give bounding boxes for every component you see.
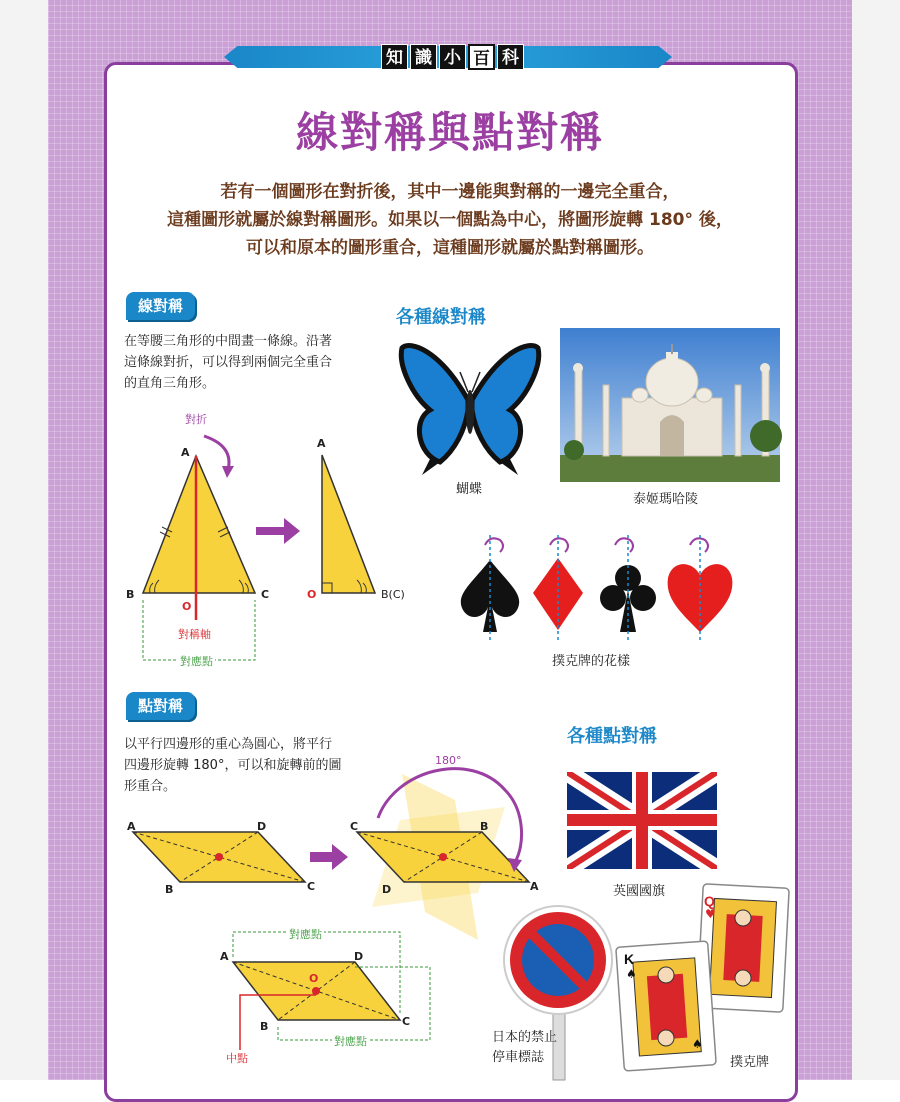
- banner-char: 科: [497, 44, 524, 70]
- point-label: C: [307, 880, 316, 893]
- point-label: O: [309, 972, 319, 985]
- center-label: 中點: [226, 1052, 248, 1065]
- point-label: D: [382, 883, 392, 896]
- text-line: 這條線對折，可以得到兩個完全重合: [124, 355, 333, 370]
- text-line: 形重合。: [124, 779, 177, 794]
- point-label: B: [480, 820, 489, 833]
- point-label: A: [530, 880, 539, 893]
- svg-text:K: K: [624, 951, 635, 967]
- svg-text:♠: ♠: [626, 967, 637, 981]
- butterfly-caption: 蝴蝶: [456, 482, 483, 497]
- point-label: O: [182, 600, 192, 613]
- point-label: A: [181, 446, 190, 459]
- playing-cards-caption: 撲克牌: [730, 1055, 770, 1070]
- intro-line: 可以和原本的圖形重合，這種圖形就屬於點對稱圖形。: [246, 238, 654, 258]
- point-label: C: [261, 588, 270, 601]
- corresponding-points-label: 對應點: [180, 655, 213, 668]
- text-line: 的直角三角形。: [124, 376, 216, 391]
- line-symmetry-tag: 線對稱: [126, 292, 195, 320]
- point-label: B(C): [381, 588, 405, 601]
- page-title: 線對稱與點對稱: [295, 108, 604, 157]
- point-symmetry-tag: 點對稱: [126, 692, 195, 720]
- point-label: O: [307, 588, 317, 601]
- point-label: A: [317, 437, 326, 450]
- text-line: 以平行四邊形的重心為圓心，將平行: [124, 737, 333, 752]
- intro-line: 若有一個圖形在對折後，其中一邊能與對稱的一邊完全重合，: [220, 182, 680, 202]
- corresponding-points-label: 對應點: [334, 1035, 367, 1048]
- point-label: A: [127, 820, 136, 833]
- caption-line: 日本的禁止: [492, 1030, 558, 1045]
- various-line-heading: 各種線對稱: [396, 307, 486, 328]
- various-point-heading: 各種點對稱: [567, 726, 657, 747]
- text-line: 在等腰三角形的中間畫一條線。沿著: [124, 334, 333, 349]
- intro-line: 這種圖形就屬於線對稱圖形。如果以一個點為中心，將圖形旋轉 180° 後，: [167, 210, 733, 230]
- text-line: 四邊形旋轉 180°，可以和旋轉前的圖: [124, 758, 342, 773]
- point-label: A: [220, 950, 229, 963]
- rotation-angle-label: 180°: [435, 754, 462, 767]
- svg-text:♥: ♥: [705, 907, 716, 921]
- svg-text:♠: ♠: [692, 1037, 703, 1051]
- banner-char: 百: [468, 44, 495, 70]
- svg-text:Q: Q: [704, 893, 715, 909]
- uk-flag-caption: 英國國旗: [613, 884, 666, 899]
- banner-char: 識: [410, 44, 437, 70]
- banner-char: 小: [439, 44, 466, 70]
- axis-label: 對稱軸: [178, 628, 211, 641]
- corresponding-points-label: 對應點: [289, 928, 322, 941]
- caption-line: 停車標誌: [492, 1050, 545, 1065]
- point-label: D: [354, 950, 364, 963]
- taj-mahal-caption: 泰姬瑪哈陵: [633, 492, 699, 507]
- point-label: B: [165, 883, 174, 896]
- point-label: B: [260, 1020, 269, 1033]
- point-label: D: [257, 820, 267, 833]
- point-label: B: [126, 588, 135, 601]
- point-label: C: [350, 820, 359, 833]
- point-label: C: [402, 1015, 411, 1028]
- banner-char: 知: [381, 44, 408, 70]
- fold-label: 對折: [185, 413, 207, 426]
- card-suits-caption: 撲克牌的花樣: [552, 654, 631, 669]
